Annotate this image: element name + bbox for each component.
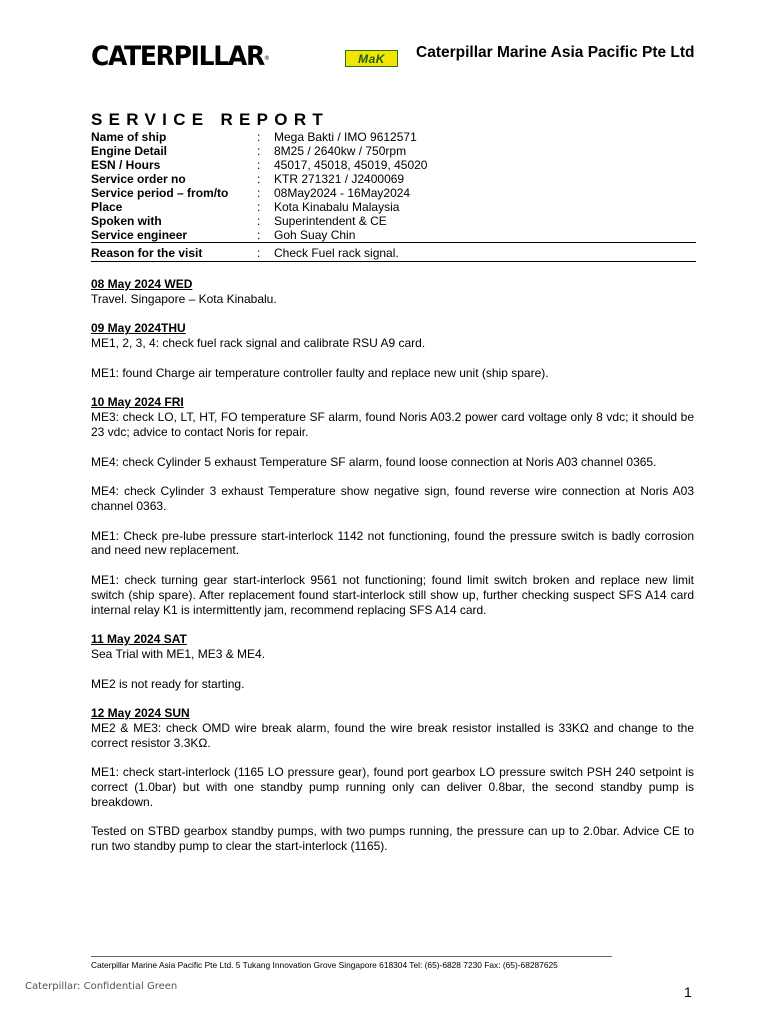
footer-address: Caterpillar Marine Asia Pacific Pte Ltd. 5 Tukang Innovation Grove Singapore 618304 Tel: (65)-6828 7230 Fax: (65)-68287625 [91,960,558,970]
info-colon: : [257,158,261,172]
reason-colon: : [257,246,261,260]
report-paragraph: ME1, 2, 3, 4: check fuel rack signal and calibrate RSU A9 card. [91,336,426,351]
report-paragraph: ME1: check start-interlock (1165 LO pressure gear), found port gearbox LO pressure switch PSH 240 setpoint is correct (1.0bar) but with one standby pump running only can deliver 0.8bar, the second standby pump is breakdown. [91,765,694,809]
info-row [91,172,696,186]
info-colon: : [257,186,261,200]
report-paragraph: Travel. Singapore – Kota Kinabalu. [91,291,277,306]
info-colon: : [257,144,261,158]
info-label: Place [91,200,123,214]
reason-row-wrap [91,246,696,260]
report-body [91,277,694,869]
info-row [91,130,696,144]
report-paragraph: ME1: check turning gear start-interlock 9561 not functioning; found limit switch broken and replace new limit switch (ship spare). After replacement found start-interlock still show up, further checking suspect SFS A14 card internal relay K1 is intermittently jam, recommend replacing SFS A14 card. [91,572,694,617]
info-value: Kota Kinabalu Malaysia [274,200,400,214]
day-heading: 08 May 2024 WED [91,277,193,291]
info-colon: : [257,130,261,144]
classification-label: Caterpillar: Confidential Green [25,981,178,992]
info-label: Service engineer [91,228,188,242]
day-heading: 11 May 2024 SAT [91,632,187,647]
info-label: ESN / Hours [91,158,161,172]
reason-value: Check Fuel rack signal. [274,246,399,260]
day-heading: 10 May 2024 FRI [91,395,184,410]
info-colon: : [257,228,261,242]
info-label: Service order no [91,172,186,186]
reason-row [91,246,696,260]
caterpillar-logo [91,42,270,71]
mak-logo: MaK [345,50,398,67]
report-title: SERVICE REPORT [91,110,330,129]
info-value: 8M25 / 2640kw / 750rpm [274,144,407,158]
info-colon: : [257,172,261,186]
info-row [91,214,696,228]
report-paragraph: ME2 & ME3: check OMD wire break alarm, found the wire break resistor installed is 33KΩ and change to the correct resistor 3.3KΩ. [91,720,694,750]
report-paragraph: ME4: check Cylinder 5 exhaust Temperature SF alarm, found loose connection at Noris A03 channel 0365. [91,454,657,469]
info-value: Mega Bakti / IMO 9612571 [274,130,417,144]
footer-divider [91,956,612,957]
company-name: Caterpillar Marine Asia Pacific Pte Ltd [416,44,695,61]
info-value: Superintendent & CE [274,214,387,228]
info-row [91,144,696,158]
info-colon: : [257,214,261,228]
caterpillar-wordmark: CATERPILLAR [91,40,264,72]
info-value: KTR 271321 / J2400069 [274,172,405,186]
report-paragraph: ME1: found Charge air temperature controller faulty and replace new unit (ship spare). [91,365,549,380]
report-paragraph: ME2 is not ready for starting. [91,676,245,691]
page-number: 1 [684,984,692,1000]
info-label: Name of ship [91,130,167,144]
info-label: Engine Detail [91,144,168,158]
info-divider-bottom [91,261,696,262]
reason-label: Reason for the visit [91,246,203,260]
info-row [91,158,696,172]
report-paragraph: ME3: check LO, LT, HT, FO temperature SF alarm, found Noris A03.2 power card voltage only 8 vdc; it should be 23 vdc; advice to contact Noris for repair. [91,410,694,439]
info-divider-top [91,242,696,243]
report-paragraph: Sea Trial with ME1, ME3 & ME4. [91,646,266,661]
report-paragraph: ME4: check Cylinder 3 exhaust Temperature show negative sign, found reverse wire connection at Noris A03 channel 0363. [91,484,694,513]
info-value: Goh Suay Chin [274,228,356,242]
info-row [91,186,696,200]
info-row [91,228,696,242]
info-table [91,130,696,242]
registered-mark: ® [263,54,270,62]
info-value: 08May2024 - 16May2024 [274,186,411,200]
info-label: Service period – from/to [91,186,229,200]
report-paragraph: ME1: Check pre-lube pressure start-interlock 1142 not functioning, found the pressure switch is badly corrosion and need new replacement. [91,528,694,558]
day-heading: 12 May 2024 SUN [91,706,190,721]
info-value: 45017, 45018, 45019, 45020 [274,158,428,172]
info-label: Spoken with [91,214,162,228]
day-heading: 09 May 2024THU [91,321,186,336]
info-row [91,200,696,214]
report-paragraph: Tested on STBD gearbox standby pumps, with two pumps running, the pressure can up to 2.0bar. Advice CE to run two standby pump to clear the start-interlock (1165). [91,824,694,854]
info-colon: : [257,200,261,214]
